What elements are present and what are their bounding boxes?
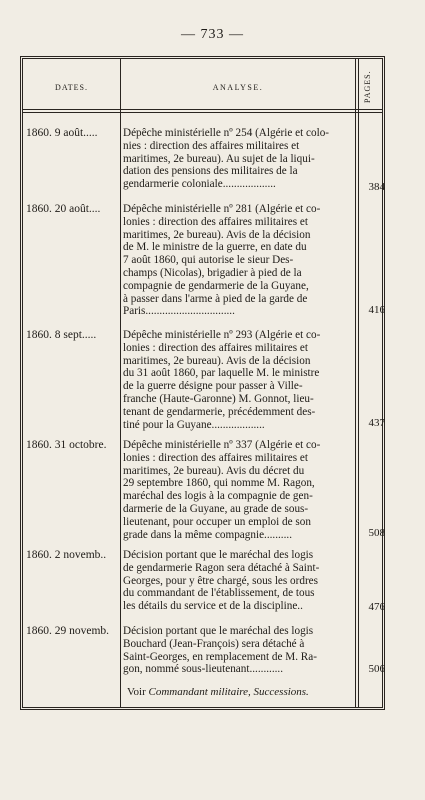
analysis-line: du commandant de l'établissement, de tous	[123, 587, 315, 600]
analysis-line: Bouchard (Jean-François) sera détaché à	[123, 637, 305, 650]
see-also-note	[127, 686, 355, 698]
entry-page: 508	[368, 527, 385, 539]
analysis-line: champs (Nicolas), brigadier à pied de la	[123, 266, 302, 279]
analysis-line: lonies : direction des affaires militaires et	[123, 341, 308, 354]
analysis-line: à passer dans l'arme à pied de la garde de	[123, 292, 308, 305]
column-divider	[355, 59, 356, 707]
analysis-line: maritimes, 2e bureau). Avis du décret du	[123, 464, 305, 477]
analysis-line: dation des pensions des militaires de la	[123, 165, 298, 178]
analysis-line: gendarmerie coloniale...................	[123, 178, 276, 191]
see-also-reference: Commandant militaire, Successions.	[148, 686, 309, 698]
entry-page: 437	[368, 417, 385, 429]
analysis-line: Décision portant que le maréchal des logis	[123, 549, 314, 561]
analysis-line: lieutenant, pour occuper un emploi de son	[123, 515, 311, 528]
analysis-line: Georges, pour y être chargé, sous les ordres	[123, 574, 318, 587]
analysis-line: maritimes, 2e bureau). Avis de la décision	[123, 228, 311, 241]
entry-date: 1860. 9 août.....	[26, 127, 98, 139]
analysis-line: les détails du service et de la discipline..	[123, 600, 303, 613]
analysis-line: tenant de gendarmerie, précédemment des-	[123, 405, 316, 418]
analysis-line: Décision portant que le maréchal des logis	[123, 625, 314, 637]
header-rule	[23, 109, 382, 110]
entry-page: 476	[368, 601, 385, 613]
entry-page: 506	[368, 663, 385, 675]
column-divider	[120, 59, 121, 707]
analysis-line: gon, nommé sous-lieutenant............	[123, 663, 284, 676]
analysis-line: Dépêche ministérielle nº 254 (Algérie et colo-	[123, 127, 330, 139]
entry-date: 1860. 20 août....	[26, 203, 101, 215]
page-number: — 733 —	[181, 27, 244, 42]
entry-analysis	[123, 203, 353, 318]
analysis-line: Saint-Georges, en remplacement de M. Ra-	[123, 650, 317, 663]
entry-analysis	[123, 329, 353, 431]
analysis-line: maritimes, 2e bureau). Avis de la décision	[123, 354, 311, 367]
analysis-line: tiné pour la Guyane...................	[123, 418, 265, 431]
header-pages: PAGES.	[363, 70, 372, 104]
analysis-line: darmerie de la Guyane, au grade de sous-	[123, 502, 309, 515]
see-also-prefix: Voir	[127, 686, 146, 698]
entry-analysis	[123, 549, 353, 613]
entry-analysis	[123, 127, 353, 191]
analysis-line: compagnie de gendarmerie de la Guyane,	[123, 279, 309, 292]
analysis-line: de M. le ministre de la guerre, en date du	[123, 241, 307, 254]
entry-date: 1860. 31 octobre.	[26, 439, 107, 451]
analysis-line: Paris................................	[123, 305, 235, 318]
entry-analysis	[123, 439, 353, 541]
analysis-line: de gendarmerie Ragon sera détaché à Saint-	[123, 561, 320, 574]
entry-page: 416	[368, 304, 385, 316]
header-dates: DATES.	[55, 83, 88, 92]
analysis-line: du 31 août 1860, par laquelle M. le ministre	[123, 367, 320, 380]
analysis-line: lonies : direction des affaires militaires et	[123, 215, 308, 228]
analysis-line: 29 septembre 1860, qui nomme M. Ragon,	[123, 477, 315, 490]
analysis-line: de la guerre désigne pour passer à Ville-	[123, 380, 303, 393]
analysis-line: maréchal des logis à la compagnie de gen-	[123, 490, 313, 503]
header-analyse: ANALYSE.	[212, 83, 264, 92]
analysis-line: 7 août 1860, qui autorise le sieur Des-	[123, 254, 294, 267]
analysis-line: lonies : direction des affaires militaires et	[123, 451, 308, 464]
entry-date: 1860. 29 novemb.	[26, 625, 110, 637]
analysis-line: franche (Haute-Garonne) M. Gonnot, lieu-	[123, 392, 314, 405]
analysis-line: maritimes, 2e bureau). Au sujet de la liqui-	[123, 152, 315, 165]
analysis-line: Dépêche ministérielle nº 281 (Algérie et co-	[123, 203, 321, 215]
analysis-line: Dépêche ministérielle nº 293 (Algérie et co-	[123, 329, 321, 341]
analysis-line: nies : direction des affaires militaires et	[123, 139, 300, 152]
analysis-line: Dépêche ministérielle nº 337 (Algérie et co-	[123, 439, 321, 451]
entry-date: 1860. 2 novemb..	[26, 549, 107, 561]
entry-analysis	[123, 625, 353, 676]
entry-page: 384	[368, 181, 385, 193]
index-table	[20, 56, 385, 710]
analysis-line: grade dans la même compagnie..........	[123, 528, 292, 541]
entry-date: 1860. 8 sept.....	[26, 329, 97, 341]
header-rule	[23, 112, 382, 113]
